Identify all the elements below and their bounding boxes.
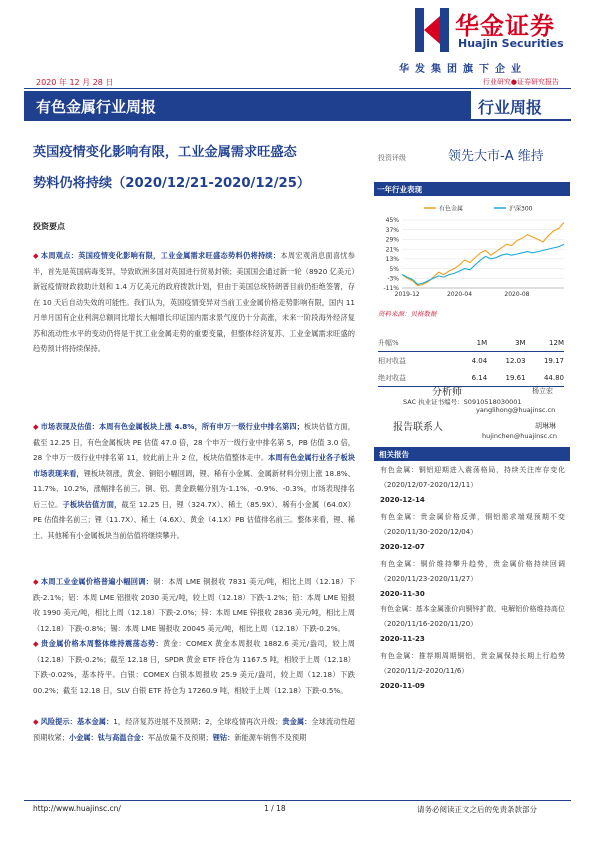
contact-label: 报告联系人: [393, 422, 443, 433]
brand-slogan: 华发集团旗下企业: [399, 64, 527, 75]
related-text: 有色金属：铜价维持攀升趋势，贵金属价格持续回调（2020/11/23-2020/11/27）: [380, 560, 565, 583]
related-title: 相关报告: [379, 450, 409, 459]
related-date: 2020-11-30: [380, 590, 425, 598]
market-lead: 市场表现及估值：本周有色金属板块上涨 4.8%，所有申万一级行业中排名第四；: [40, 422, 304, 431]
banner-title: 有色金属行业周报: [36, 98, 157, 116]
related-text: 有色金属：基本金属涨价向铜锌扩散，电解铝价格维持高位（2020/11/16-2020/11/20）: [380, 605, 565, 628]
brand-name: 华金证券: [455, 12, 555, 40]
footer-rule: [24, 800, 571, 801]
related-item[interactable]: [380, 510, 565, 555]
title-line-2: 势料仍将持续（2020/12/21-2020/12/25）: [33, 176, 311, 191]
related-item[interactable]: [380, 649, 565, 694]
market-bold: 本周有色金属行业各子板块市场表现来看，: [33, 453, 355, 478]
legend-label: 有色金属: [439, 205, 464, 213]
risk-lead: 风险提示：基本金属：: [40, 717, 114, 726]
industrial-lead: 本周工业金属价格普遍小幅回调：: [40, 577, 154, 586]
related-text: 有色金属：铜铝迎期进入震荡格局，持续关注库存变化（2020/12/07-2020/12/11）: [380, 466, 565, 489]
footer-url[interactable]: http://www.huajinsc.cn/: [33, 804, 121, 813]
risk-text-4: 新能源车销售不及预期: [234, 732, 307, 742]
table-cell: 19.61: [487, 369, 525, 387]
table-row: [378, 352, 564, 370]
series-line: [402, 222, 564, 285]
risk-bold-4: 锂钴：: [212, 732, 235, 742]
performance-chart: [374, 198, 570, 303]
y-tick-label: 45%: [385, 217, 399, 225]
y-tick-label: 21%: [385, 246, 399, 254]
risk-bold-2: 贵金属：: [282, 717, 312, 726]
header-cell: 升幅%: [378, 334, 449, 352]
analyst-email[interactable]: yanglihong@huajinsc.cn: [476, 406, 556, 414]
report-categories: 行业研究●证券研究报告: [482, 78, 559, 86]
x-tick-label: 2019-12: [394, 291, 420, 298]
market-text-2: 锂板块领涨，黄金、铜铝小幅回调，锂、稀有小金属、金属新材料分别上涨 18.8%、11.7%、10.2%，涨幅排名前三。铜、铝、黄金跌幅分别为-1.1%、-0.9%、-0.3%，市场表现排名后三位。: [33, 468, 355, 509]
analyst-sac: SAC 执业证书编号：S0910518030001: [403, 398, 522, 406]
page-number: 1 / 18: [264, 804, 286, 813]
header-cell: 12M: [526, 334, 564, 352]
related-item[interactable]: [380, 602, 565, 647]
risk-bold-3: 小金属：钛与高温合金：: [68, 732, 149, 742]
rating-label: 投资评级: [378, 154, 406, 162]
performance-table: [378, 334, 564, 387]
banner-rule: [24, 119, 571, 121]
related-item[interactable]: [380, 463, 565, 508]
one-year-title: 一年行业表现: [377, 185, 422, 194]
risk-text-3: 军品放量不及预期；: [148, 732, 213, 742]
related-date: 2020-12-07: [380, 543, 425, 551]
y-tick-label: 13%: [385, 256, 399, 264]
paragraph-market: [33, 419, 355, 543]
disclaimer-note: 请务必阅读正文之后的免责条款部分: [417, 805, 537, 814]
industrial-text: 铜：本周 LME 铜报收 7831 美元/吨，相比上周（12.18）下跌-2.1%；铝：本周 LME 铝报收 2030 美元/吨，较上周（12.18）下跌-1.2%；铅：本周 LME 铅报收 1990 美元/吨，相比上周（12.18）下跌-2.0%；锌：本周 LME 锌报收 2836 美元/吨，相比上周（12.18）下跌-0.8%；锡：本周 LME 锡报收 20045 美元/吨，相比上周（12.18）下跌-0.2%。: [33, 577, 355, 633]
bullet-icon: ◆: [33, 577, 39, 586]
related-text: 有色金属：推荐期周期铜铝，贵金属保持长期上行趋势（2020/11/2-2020/11/6）: [380, 652, 565, 675]
view-text: 本周宏观消息面喜忧参半，首先是英国病毒变异，导致欧洲多国对英国进行贸易封锁；美国国会通过新一轮（8920 亿美元）新冠疫情财政救助计划和 1.4 万亿美元的政府拨款计划，但由于美国总统特朗普目前仍拒绝签署，存在 10 天后自动失效的可能性。我们认为，英国疫情变异对当前工业金属价格走势影响有限，国内 11 月单月国有企业利润总额同比增长大幅增长印证国内需求景气度仍十分高涨，未来一阶段海外经济复苏和流动性水平的变动仍将是干扰工业金属走势的重要变量，但整体经济复苏、工业金属需求旺盛的趋势预计将持续保持。: [33, 251, 355, 353]
report-title: [33, 137, 366, 199]
precious-lead: 贵金属价格本周整体维持震荡态势：: [40, 639, 164, 648]
table-cell: 44.80: [526, 369, 564, 387]
legend-label: 沪深300: [509, 205, 533, 213]
related-date: 2020-12-14: [380, 496, 425, 504]
header-rule: [24, 88, 571, 89]
related-date: 2020-11-23: [380, 635, 425, 643]
paragraph-precious-metals: [33, 636, 355, 698]
rating-value: 领先大市-A 维持: [448, 149, 544, 164]
risk-text-2: 全球流动性超预期收紧；: [33, 717, 355, 742]
bullet-icon: ◆: [33, 251, 39, 260]
table-row: [378, 369, 564, 387]
header-cell: 3M: [487, 334, 525, 352]
y-tick-label: -3%: [387, 275, 399, 283]
precious-text: 黄金：COMEX 黄金本周报收 1882.6 美元/盎司，较上周（12.18）下跌-0.2%；截至 12.18 日，SPDR 黄金 ETF 持仓为 1167.5 吨，相较于上周（12.18）下跌-0.02%，基本持平。白银：COMEX 白银本周报收 25.9 美元/盎司，较上周（12.18）下跌 00.2%；截至 12.18 日，SLV 白银 ETF 持仓为 17260.9 吨，相较于上周（12.18）下跌-0.5%。: [33, 639, 355, 695]
risk-text-1: 1，经济复苏进展不及预期；2，全球疫情再次升级；: [113, 717, 283, 726]
related-text: 有色金属：贵金属价格反弹，铜铝需求端观预期不变（2020/11/30-2020/12/04）: [380, 513, 565, 536]
related-item[interactable]: [380, 557, 565, 602]
x-tick-label: 2020-04: [446, 291, 473, 298]
table-cell: 12.03: [505, 356, 526, 365]
table-cell: 6.14: [449, 369, 487, 387]
bullet-icon: ◆: [33, 717, 39, 726]
paragraph-risk: [33, 714, 355, 745]
y-tick-label: 37%: [385, 226, 399, 234]
x-tick-label: 2020-08: [504, 291, 530, 298]
key-points-heading: 投资要点: [33, 222, 65, 231]
table-cell: 19.17: [543, 356, 564, 365]
bullet-icon: ◆: [33, 639, 39, 648]
table-cell: 4.04: [471, 356, 488, 365]
bullet-icon: ◆: [33, 422, 39, 431]
contact-email[interactable]: hujinchen@huajinsc.cn: [482, 432, 557, 440]
market-bold-2: 子板块估值方面，: [62, 499, 122, 509]
view-lead: 本周观点：英国疫情变化影响有限，工业金属需求旺盛态势料仍将持续：: [40, 251, 281, 260]
brand-name-en: Huajin Securities: [458, 37, 564, 50]
row-label: 绝对收益: [378, 369, 449, 387]
contact-name: 胡琳琳: [535, 422, 556, 430]
paragraph-view: [33, 248, 355, 357]
analyst-name: 杨立宏: [532, 387, 553, 395]
analyst-label: 分析师: [432, 387, 462, 398]
y-tick-label: 29%: [385, 236, 399, 244]
market-text-1: 板块估值方面，截至 12.25 日，有色金属板块 PE 估值 47.0 倍，28 个申万一级行业中排名第 5，PB 估值 3.0 倍，28 个申万一级行业中排名第 11，较此前上升 2 位，板块估值整体走中。: [33, 422, 355, 462]
row-label: 相对收益: [378, 356, 406, 365]
logo-mark-icon: [415, 8, 449, 52]
report-date: 2020 年 12 月 28 日: [36, 78, 114, 87]
y-tick-label: -11%: [383, 285, 399, 293]
market-text-3: 截至 12.25 日，锂（324.7X）、稀土（85.9X）、稀有小金属（64.0X）PE 估值排名前三；锂（11.7X）、稀土（4.6X）、黄金（4.1X）PB 估值排名前三。整体来看，锂、稀土、其他稀有小金属板块当前估值将继续攀升。: [33, 499, 355, 540]
y-tick-label: 5%: [389, 265, 399, 273]
paragraph-industrial-metals: [33, 574, 355, 636]
related-date: 2020-11-09: [380, 682, 425, 690]
report-type: 行业周报: [478, 98, 543, 117]
title-line-1: 英国疫情变化影响有限，工业金属需求旺盛态: [33, 145, 297, 160]
header-cell: 1M: [449, 334, 487, 352]
performance-header-row: [378, 334, 564, 352]
chart-source: 资料来源：贝格数据: [378, 310, 437, 318]
